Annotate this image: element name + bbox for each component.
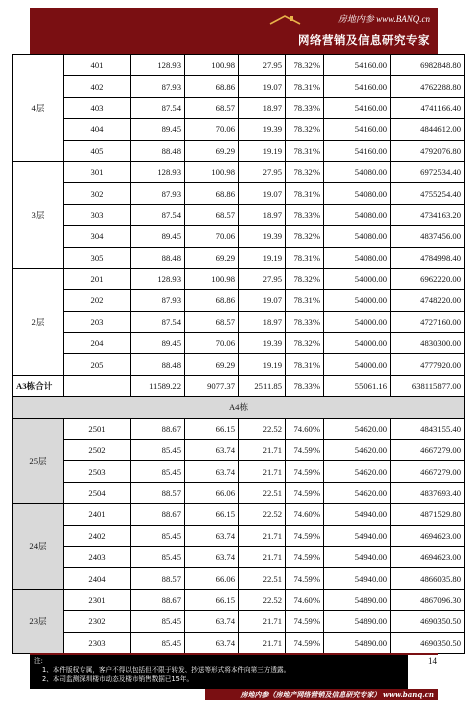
area-c: 21.71: [239, 546, 286, 567]
area-a: 88.57: [131, 482, 185, 503]
ratio: 78.32%: [286, 55, 324, 76]
unit-price: 54940.00: [324, 525, 391, 546]
area-b: 100.98: [185, 55, 239, 76]
table-row: [13, 247, 465, 268]
unit-number: 2301: [64, 589, 131, 610]
unit-number: 2502: [64, 440, 131, 461]
unit-price: 54940.00: [324, 568, 391, 589]
unit-price: 54620.00: [324, 461, 391, 482]
unit-price: 54000.00: [324, 290, 391, 311]
subtotal-total: 638115877.00: [391, 375, 465, 396]
area-c: 18.97: [239, 311, 286, 332]
unit-price: 54000.00: [324, 354, 391, 375]
unit-price: 54080.00: [324, 204, 391, 225]
total-price: 4690350.50: [391, 611, 465, 632]
total-price: 4830300.00: [391, 333, 465, 354]
area-c: 19.39: [239, 333, 286, 354]
area-b: 70.06: [185, 119, 239, 140]
area-b: 66.15: [185, 504, 239, 525]
site-name: 房地内参 www.BANQ.cn: [337, 14, 430, 24]
table-row: [13, 589, 465, 610]
total-price: 4762288.80: [391, 76, 465, 97]
unit-price: 54890.00: [324, 632, 391, 653]
total-price: 4777920.00: [391, 354, 465, 375]
total-price: 4734163.20: [391, 204, 465, 225]
ratio: 78.33%: [286, 311, 324, 332]
table-row: [13, 119, 465, 140]
ratio: 78.32%: [286, 268, 324, 289]
table-row: [13, 311, 465, 332]
subtotal-c: 2511.85: [239, 375, 286, 396]
unit-number: 301: [64, 161, 131, 182]
area-c: 19.19: [239, 247, 286, 268]
unit-number: 402: [64, 76, 131, 97]
area-a: 85.45: [131, 632, 185, 653]
unit-price: 54080.00: [324, 247, 391, 268]
area-b: 63.74: [185, 440, 239, 461]
area-c: 21.71: [239, 440, 286, 461]
ratio: 74.59%: [286, 611, 324, 632]
total-price: 4784998.40: [391, 247, 465, 268]
table-row: [13, 183, 465, 204]
table-row: [13, 461, 465, 482]
area-b: 68.86: [185, 76, 239, 97]
area-b: 69.29: [185, 140, 239, 161]
unit-number: 304: [64, 226, 131, 247]
table-row: [13, 268, 465, 289]
area-a: 88.67: [131, 504, 185, 525]
house-logo-icon: [268, 14, 302, 35]
unit-number: 2504: [64, 482, 131, 503]
area-a: 88.67: [131, 418, 185, 439]
table-row: [13, 546, 465, 567]
area-a: 87.93: [131, 76, 185, 97]
area-a: 128.93: [131, 268, 185, 289]
unit-price: 54940.00: [324, 504, 391, 525]
ratio: 74.59%: [286, 525, 324, 546]
table-row: [13, 611, 465, 632]
total-price: 4667279.00: [391, 440, 465, 461]
subtotal-pct: 78.33%: [286, 375, 324, 396]
page-header: [30, 8, 438, 54]
table-row: [13, 504, 465, 525]
total-price: 6972534.40: [391, 161, 465, 182]
ratio: 74.59%: [286, 440, 324, 461]
floor-label: 25层: [13, 418, 64, 504]
notes-line-2: 2、本司监测深圳楼市动态及楼市销售数据已15年。: [42, 675, 194, 684]
subtotal-price: 55061.16: [324, 375, 391, 396]
table-row: [13, 76, 465, 97]
table-row: [13, 418, 465, 439]
page-number: 14: [428, 656, 437, 666]
unit-price: 54160.00: [324, 55, 391, 76]
total-price: 4867096.30: [391, 589, 465, 610]
ratio: 78.32%: [286, 226, 324, 247]
area-c: 19.07: [239, 183, 286, 204]
a4-rows: [13, 418, 465, 653]
table-row: [13, 482, 465, 503]
table-row: [13, 632, 465, 653]
unit-price: 54620.00: [324, 482, 391, 503]
area-b: 66.15: [185, 589, 239, 610]
area-b: 68.86: [185, 290, 239, 311]
unit-number: 403: [64, 97, 131, 118]
area-b: 66.06: [185, 568, 239, 589]
ratio: 78.31%: [286, 290, 324, 311]
ratio: 78.32%: [286, 333, 324, 354]
total-price: 4694623.00: [391, 525, 465, 546]
area-b: 70.06: [185, 226, 239, 247]
area-b: 70.06: [185, 333, 239, 354]
unit-number: 2403: [64, 546, 131, 567]
ratio: 78.33%: [286, 204, 324, 225]
area-c: 19.19: [239, 354, 286, 375]
area-a: 128.93: [131, 161, 185, 182]
area-c: 27.95: [239, 268, 286, 289]
building-header: A4栋: [13, 397, 465, 418]
area-a: 87.93: [131, 290, 185, 311]
area-a: 89.45: [131, 119, 185, 140]
area-c: 19.07: [239, 76, 286, 97]
area-b: 66.15: [185, 418, 239, 439]
ratio: 74.60%: [286, 504, 324, 525]
table-row: [13, 226, 465, 247]
unit-price: 54890.00: [324, 611, 391, 632]
area-c: 22.52: [239, 504, 286, 525]
total-price: 4843155.40: [391, 418, 465, 439]
area-c: 19.39: [239, 226, 286, 247]
table-row: [13, 568, 465, 589]
area-a: 85.45: [131, 440, 185, 461]
floor-label: 3层: [13, 161, 64, 268]
area-b: 100.98: [185, 268, 239, 289]
area-c: 21.71: [239, 632, 286, 653]
unit-number: 201: [64, 268, 131, 289]
area-c: 22.51: [239, 482, 286, 503]
unit-price: 54160.00: [324, 97, 391, 118]
subtotal-unit: [64, 375, 131, 396]
unit-number: 204: [64, 333, 131, 354]
area-c: 19.19: [239, 140, 286, 161]
total-price: 4837456.00: [391, 226, 465, 247]
table-row: [13, 161, 465, 182]
ratio: 74.59%: [286, 482, 324, 503]
ratio: 78.32%: [286, 161, 324, 182]
total-price: 4871529.80: [391, 504, 465, 525]
area-a: 89.45: [131, 226, 185, 247]
notes-line-1: 1、本件版权专属，客户不得以包括但不限于转发、抄送等形式将本件向第三方透露。: [42, 666, 291, 675]
notes-label: 注:: [34, 657, 43, 665]
unit-price: 54080.00: [324, 226, 391, 247]
subtotal-row: [13, 375, 465, 396]
area-a: 85.45: [131, 461, 185, 482]
area-a: 87.54: [131, 311, 185, 332]
ratio: 78.32%: [286, 119, 324, 140]
total-price: 4748220.00: [391, 290, 465, 311]
table-row: [13, 333, 465, 354]
area-b: 69.29: [185, 354, 239, 375]
unit-number: 2302: [64, 611, 131, 632]
area-a: 88.67: [131, 589, 185, 610]
table-row: [13, 354, 465, 375]
area-c: 21.71: [239, 611, 286, 632]
floor-label: 2层: [13, 268, 64, 375]
total-price: 4667279.00: [391, 461, 465, 482]
unit-number: 2303: [64, 632, 131, 653]
table-row: [13, 140, 465, 161]
price-table: [12, 54, 465, 654]
ratio: 74.59%: [286, 546, 324, 567]
unit-number: 2501: [64, 418, 131, 439]
unit-number: 2401: [64, 504, 131, 525]
unit-number: 2404: [64, 568, 131, 589]
area-a: 87.93: [131, 183, 185, 204]
unit-price: 54000.00: [324, 333, 391, 354]
area-c: 18.97: [239, 204, 286, 225]
table-row: [13, 55, 465, 76]
total-price: 4844612.00: [391, 119, 465, 140]
unit-price: 54160.00: [324, 76, 391, 97]
area-a: 85.45: [131, 525, 185, 546]
area-c: 22.52: [239, 418, 286, 439]
area-b: 63.74: [185, 632, 239, 653]
unit-number: 2402: [64, 525, 131, 546]
area-b: 63.74: [185, 461, 239, 482]
area-a: 87.54: [131, 97, 185, 118]
building-header-row: [13, 397, 465, 418]
unit-number: 303: [64, 204, 131, 225]
unit-price: 54890.00: [324, 589, 391, 610]
unit-price: 54000.00: [324, 268, 391, 289]
area-a: 128.93: [131, 55, 185, 76]
footer-banner: 房地内参（房地产网络营销及信息研究专家） www.banq.cn: [205, 689, 438, 700]
unit-price: 54080.00: [324, 183, 391, 204]
area-b: 68.86: [185, 183, 239, 204]
unit-number: 203: [64, 311, 131, 332]
notes-box: [30, 655, 408, 689]
area-b: 63.74: [185, 546, 239, 567]
a3-rows: [13, 55, 465, 376]
total-price: 4727160.00: [391, 311, 465, 332]
ratio: 78.31%: [286, 354, 324, 375]
area-a: 87.54: [131, 204, 185, 225]
unit-number: 404: [64, 119, 131, 140]
unit-price: 54080.00: [324, 161, 391, 182]
total-price: 4755254.40: [391, 183, 465, 204]
header-title: 网络营销及信息研究专家: [298, 33, 430, 47]
area-c: 27.95: [239, 55, 286, 76]
unit-number: 202: [64, 290, 131, 311]
subtotal-a: 11589.22: [131, 375, 185, 396]
total-price: 4837693.40: [391, 482, 465, 503]
subtotal-label: A3栋合计: [13, 375, 64, 396]
area-a: 85.45: [131, 546, 185, 567]
area-b: 63.74: [185, 525, 239, 546]
ratio: 78.31%: [286, 140, 324, 161]
total-price: 4866035.80: [391, 568, 465, 589]
total-price: 4694623.00: [391, 546, 465, 567]
area-a: 89.45: [131, 333, 185, 354]
ratio: 74.59%: [286, 632, 324, 653]
table-row: [13, 525, 465, 546]
area-b: 66.06: [185, 482, 239, 503]
ratio: 74.60%: [286, 589, 324, 610]
ratio: 74.60%: [286, 418, 324, 439]
unit-price: 54160.00: [324, 140, 391, 161]
unit-number: 302: [64, 183, 131, 204]
area-c: 22.51: [239, 568, 286, 589]
area-c: 21.71: [239, 461, 286, 482]
ratio: 74.59%: [286, 461, 324, 482]
area-a: 88.48: [131, 354, 185, 375]
unit-price: 54940.00: [324, 546, 391, 567]
total-price: 6982848.80: [391, 55, 465, 76]
unit-price: 54160.00: [324, 119, 391, 140]
floor-label: 24层: [13, 504, 64, 590]
unit-number: 205: [64, 354, 131, 375]
area-b: 68.57: [185, 97, 239, 118]
unit-price: 54620.00: [324, 418, 391, 439]
area-b: 68.57: [185, 204, 239, 225]
table-row: [13, 290, 465, 311]
area-c: 22.52: [239, 589, 286, 610]
area-a: 88.48: [131, 140, 185, 161]
subtotal-b: 9077.37: [185, 375, 239, 396]
ratio: 78.33%: [286, 97, 324, 118]
unit-number: 401: [64, 55, 131, 76]
table-row: [13, 97, 465, 118]
area-c: 21.71: [239, 525, 286, 546]
area-a: 88.48: [131, 247, 185, 268]
floor-label: 23层: [13, 589, 64, 653]
area-b: 100.98: [185, 161, 239, 182]
area-a: 88.57: [131, 568, 185, 589]
unit-number: 2503: [64, 461, 131, 482]
table-row: [13, 204, 465, 225]
ratio: 74.59%: [286, 568, 324, 589]
unit-price: 54000.00: [324, 311, 391, 332]
ratio: 78.31%: [286, 183, 324, 204]
floor-label: 4层: [13, 55, 64, 162]
table-row: [13, 440, 465, 461]
total-price: 4690350.50: [391, 632, 465, 653]
ratio: 78.31%: [286, 76, 324, 97]
unit-price: 54620.00: [324, 440, 391, 461]
total-price: 4741166.40: [391, 97, 465, 118]
area-b: 63.74: [185, 611, 239, 632]
unit-number: 405: [64, 140, 131, 161]
area-c: 19.39: [239, 119, 286, 140]
area-b: 69.29: [185, 247, 239, 268]
area-c: 18.97: [239, 97, 286, 118]
ratio: 78.31%: [286, 247, 324, 268]
area-c: 19.07: [239, 290, 286, 311]
total-price: 6962220.00: [391, 268, 465, 289]
area-b: 68.57: [185, 311, 239, 332]
area-c: 27.95: [239, 161, 286, 182]
unit-number: 305: [64, 247, 131, 268]
total-price: 4792076.80: [391, 140, 465, 161]
area-a: 85.45: [131, 611, 185, 632]
